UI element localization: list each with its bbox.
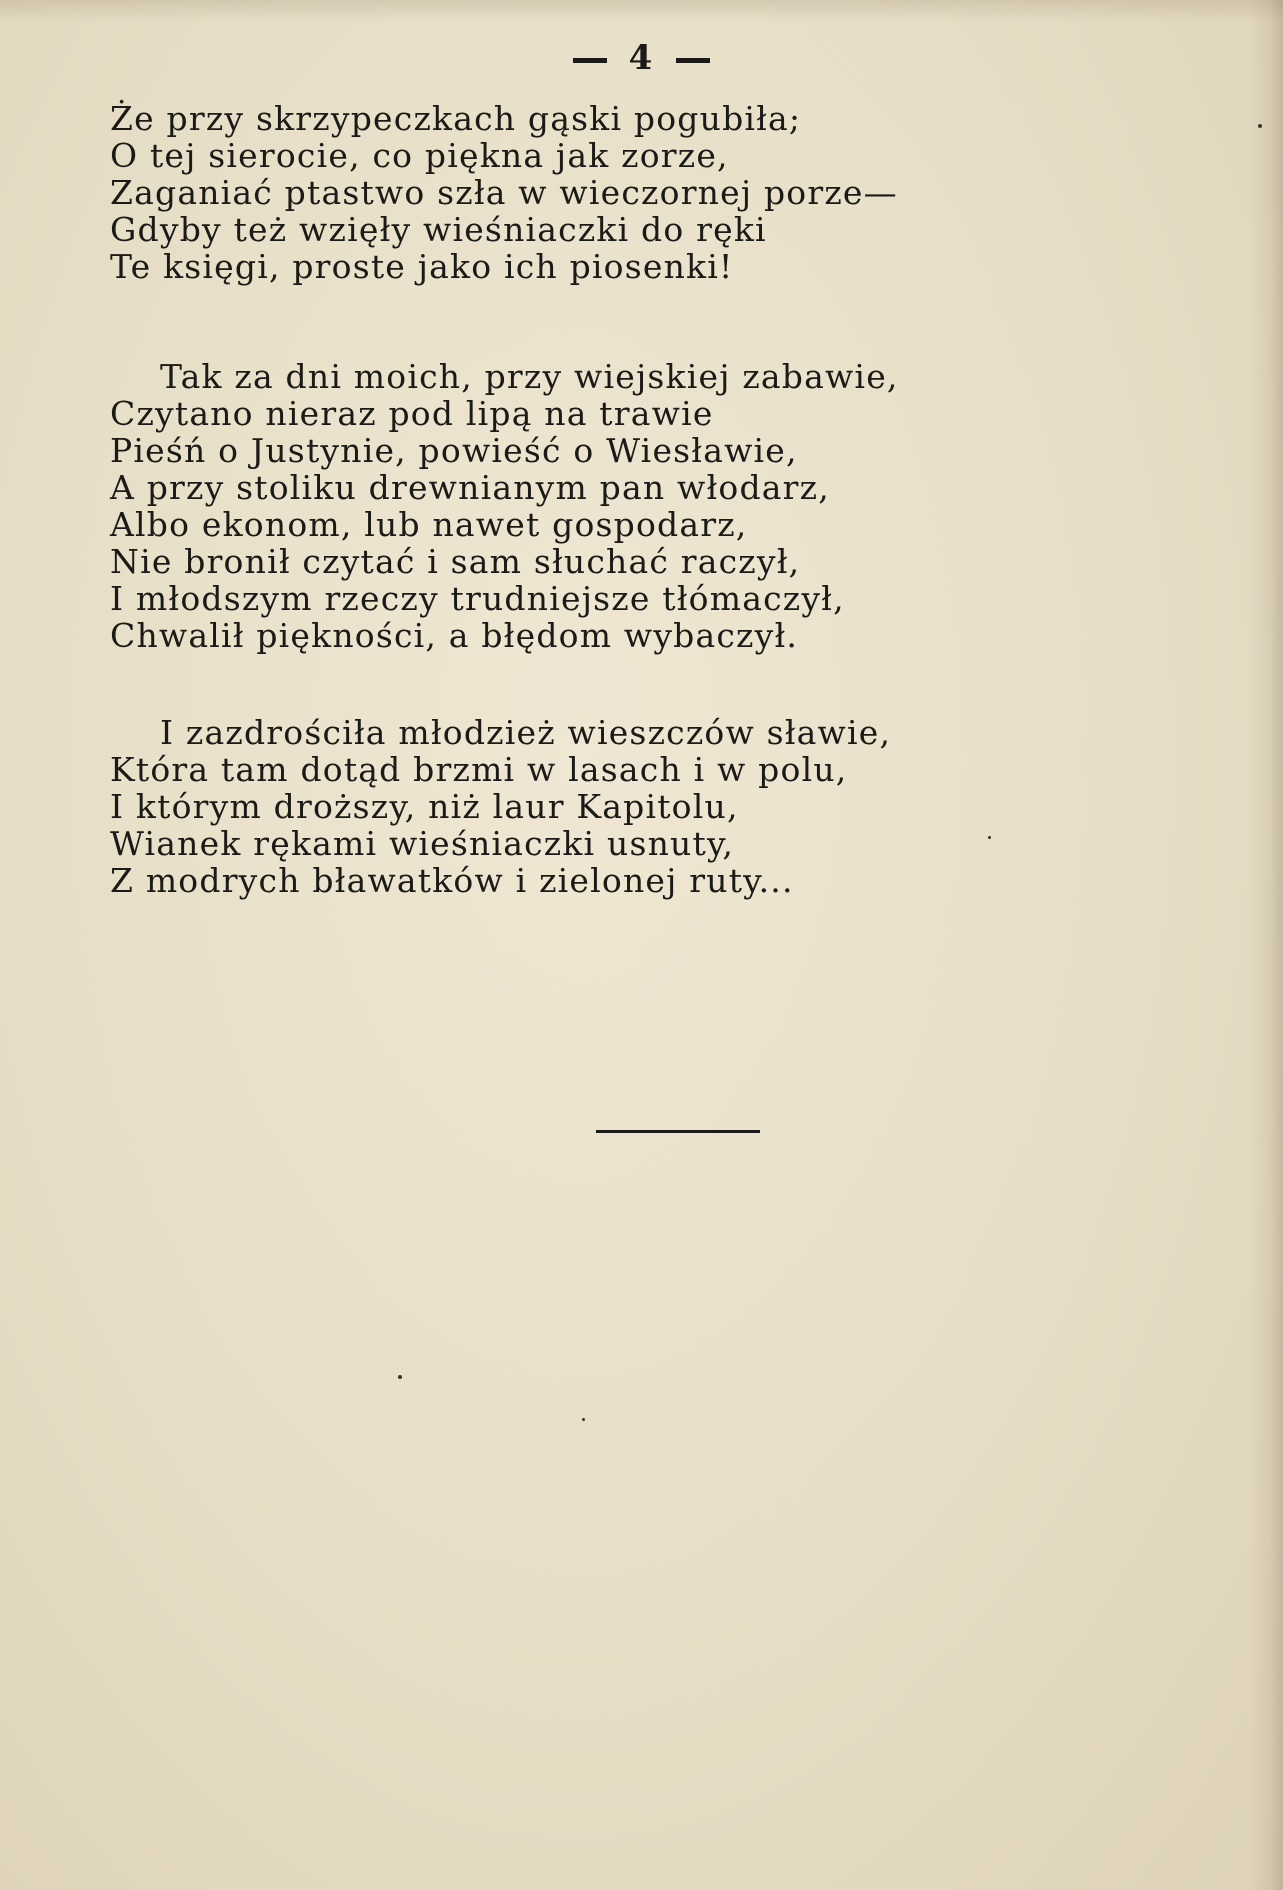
verse-line: Gdyby też wzięły wieśniaczki do ręki [110, 210, 767, 249]
paper-speck [1258, 124, 1262, 128]
verse-line: Zaganiać ptastwo szła w wieczornej porze— [110, 173, 898, 212]
verse-line: Albo ekonom, lub nawet gospodarz, [110, 505, 748, 544]
verse-line: Czytano nieraz pod lipą na trawie [110, 394, 714, 433]
page-top-shadow [0, 0, 1283, 22]
verse-line: Wianek rękami wieśniaczki usnuty, [110, 824, 735, 863]
page-number-dash-right [676, 58, 710, 63]
verse-line: I młodszym rzeczy trudniejsze tłómaczył, [110, 579, 845, 618]
verse-line: Nie bronił czytać i sam słuchać raczył, [110, 542, 801, 581]
verse-line: Która tam dotąd brzmi w lasach i w polu, [110, 750, 848, 789]
verse-line: I którym droższy, niż laur Kapitolu, [110, 787, 739, 826]
stanza-2 [110, 358, 1170, 654]
section-end-rule [596, 1130, 760, 1133]
verse-line: A przy stoliku drewnianym pan włodarz, [110, 468, 830, 507]
paper-speck [582, 1418, 585, 1421]
page-edge-shadow [1249, 0, 1283, 1890]
verse-line: O tej sierocie, co piękna jak zorze, [110, 136, 729, 175]
stanza-3 [110, 714, 1170, 899]
verse-line: Że przy skrzypeczkach gąski pogubiła; [110, 99, 802, 138]
page-number-dash-left [573, 58, 607, 63]
verse-line: I zazdrościła młodzież wieszczów sławie, [160, 713, 892, 752]
stanza-1 [110, 100, 1170, 285]
verse-line: Z modrych bławatków i zielonej ruty... [110, 861, 794, 900]
page-number-value: 4 [628, 38, 655, 78]
verse-line: Te księgi, proste jako ich piosenki! [110, 247, 734, 286]
verse-line: Chwalił piękności, a błędom wybaczył. [110, 616, 799, 655]
verse-line: Tak za dni moich, przy wiejskiej zabawie, [160, 357, 899, 396]
paper-speck [398, 1375, 402, 1379]
paper-speck [988, 836, 991, 839]
page-number [0, 38, 1283, 78]
verse-line: Pieśń o Justynie, powieść o Wiesławie, [110, 431, 798, 470]
